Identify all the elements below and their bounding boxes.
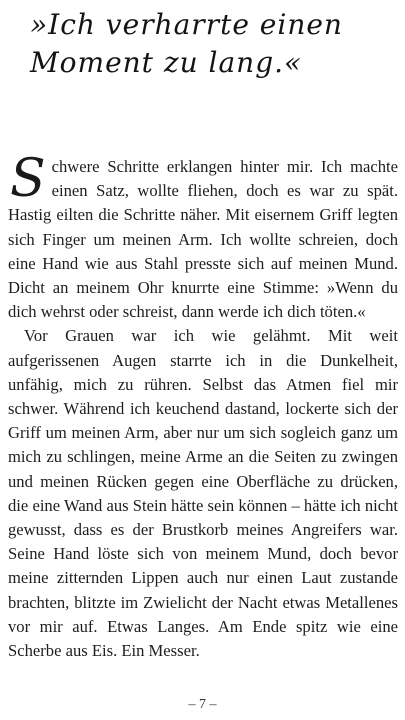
page-number: – 7 –: [188, 697, 217, 712]
drop-cap: S: [10, 149, 46, 209]
body-text: [8, 149, 398, 663]
paragraph-1-text: chwere Schritte erklangen hinter mir. Ich machte einen Satz, wollte fliehen, doch es war zu spät. Hastig eilten die Schritte näher. Mit eisernem Griff legten sich Finger um meinen Arm. Ich wollte schreien, doch eine Hand wie aus Stahl presste sich auf meinen Mund. Dicht an meinem Ohr knurrte eine Stimme: »Wenn du dich wehrst oder schreist, dann werde ich dich töten.«: [8, 157, 398, 322]
paragraph-2: Vor Grauen war ich wie gelähmt. Mit weit aufgerissenen Augen starrte ich in die Dunkelheit, unfähig, mich zu rühren. Selbst das Atmen fiel mir schwer. Während ich keuchend dastand, lockerte sich der Griff um meinen Arm, aber nur um sich sogleich ganz um mich zu schlingen, meine Arme an die Seiten zu zwingen und meinen Rücken gegen eine Oberfläche zu drücken, die eine Wand aus Stein hätte sein können – hätte ich nicht gewusst, dass es der Brustkorb meines Angreifers war. Seine Hand löste sich von meinem Mund, doch bevor meine zitternden Lippen auch nur einen Laut zustande brachten, blitzte im Zwielicht der Nacht etwas Metallenes vor mir auf. Etwas Langes. Am Ende spitz wie eine Scherbe aus Eis. Ein Messer.: [8, 326, 398, 661]
paragraph-1: [8, 149, 398, 324]
epigraph-quote: »Ich verharrte einen Moment zu lang.«: [30, 8, 343, 79]
